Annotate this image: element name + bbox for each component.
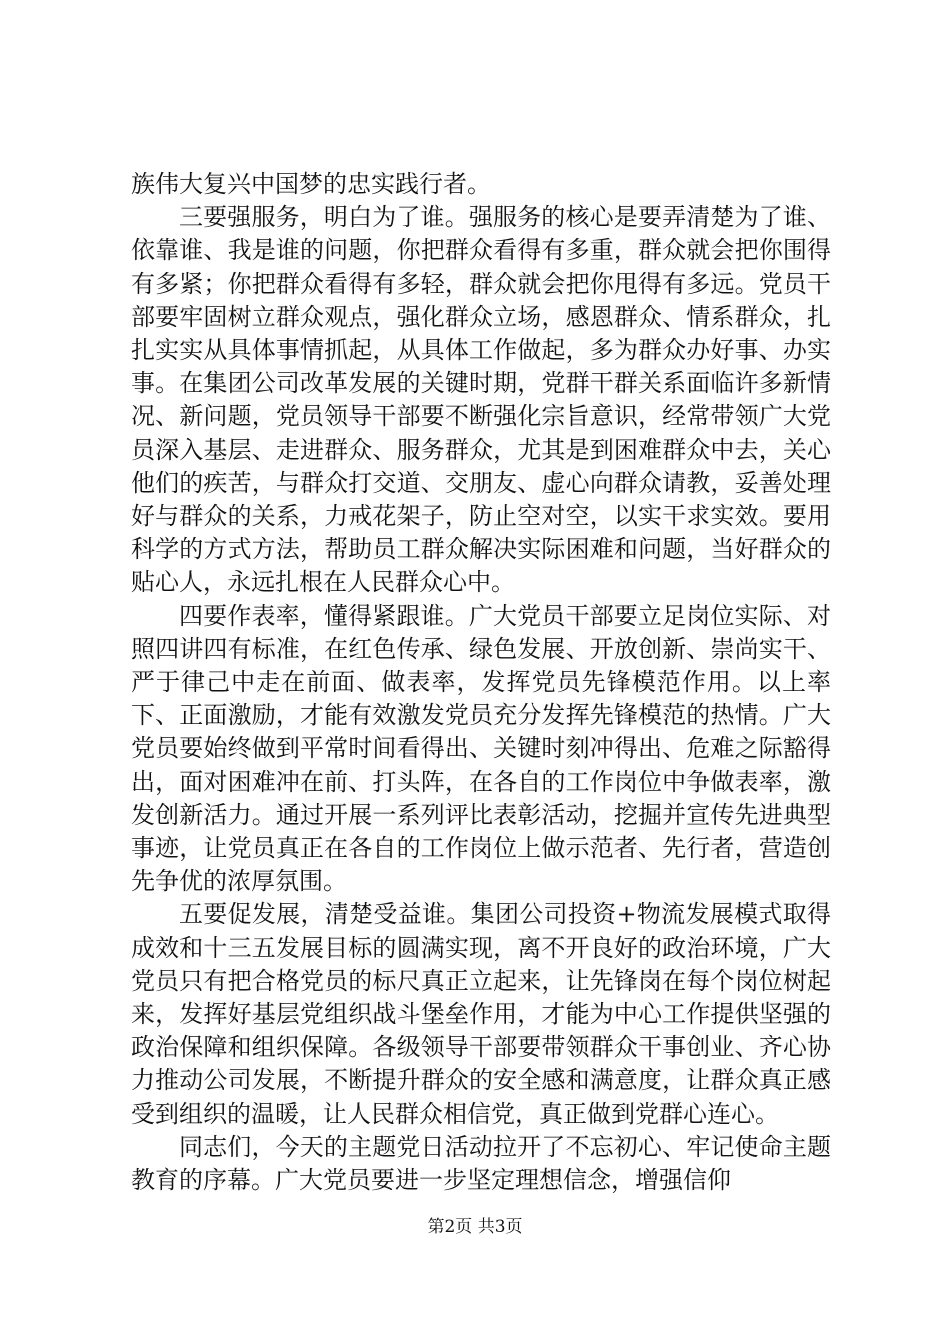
page-footer xyxy=(0,1215,950,1239)
document-body xyxy=(131,168,831,1197)
paragraph-serve-masses: 三要强服务，明白为了谁。强服务的核心是要弄清楚为了谁、依靠谁、我是谁的问题，你把群众看得有多重，群众就会把你围得有多紧；你把群众看得有多轻，群众就会把你甩得有多远。党员干部要牢固树立群众观点，强化群众立场，感恩群众、情系群众，扎扎实实从具体事情抓起，从具体工作做起，多为群众办好事、办实事。在集团公司改革发展的关键时期，党群干群关系面临许多新情况、新问题，党员领导干部要不断强化宗旨意识，经常带领广大党员深入基层、走进群众、服务群众，尤其是到困难群众中去，关心他们的疾苦，与群众打交道、交朋友、虚心向群众请教，妥善处理好与群众的关系，力戒花架子，防止空对空，以实干求实效。要用科学的方式方法，帮助员工群众解决实际困难和问题，当好群众的贴心人，永远扎根在人民群众心中。 xyxy=(131,203,831,597)
page-number: 第2页 共3页 xyxy=(427,1217,523,1237)
paragraph-set-example: 四要作表率，懂得紧跟谁。广大党员干部要立足岗位实际、对照四讲四有标准，在红色传承、绿色发展、开放创新、崇尚实干、严于律己中走在前面、做表率，发挥党员先锋模范作用。以上率下、正面激励，才能有效激发党员充分发挥先锋模范的热情。广大党员要始终做到平常时间看得出、关键时刻冲得出、危难之际豁得出，面对困难冲在前、打头阵，在各自的工作岗位中争做表率，激发创新活力。通过开展一系列评比表彰活动，挖掘并宣传先进典型事迹，让党员真正在各自的工作岗位上做示范者、先行者，营造创先争优的浓厚氛围。 xyxy=(131,601,831,896)
paragraph-continuation: 族伟大复兴中国梦的忠实践行者。 xyxy=(131,170,491,198)
paragraph-promote-development: 五要促发展，清楚受益谁。集团公司投资+物流发展模式取得成效和十三五发展目标的圆满实现，离不开良好的政治环境，广大党员只有把合格党员的标尺真正立起来，让先锋岗在每个岗位树起来，发挥好基层党组织战斗堡垒作用，才能为中心工作提供坚强的政治保障和组织保障。各级领导干部要带领群众干事创业、齐心协力推动公司发展，不断提升群众的安全感和满意度，让群众真正感受到组织的温暖，让人民群众相信党，真正做到党群心连心。 xyxy=(131,900,831,1128)
paragraph-closing: 同志们，今天的主题党日活动拉开了不忘初心、牢记使命主题教育的序幕。广大党员要进一步坚定理想信念，增强信仰 xyxy=(131,1132,831,1195)
